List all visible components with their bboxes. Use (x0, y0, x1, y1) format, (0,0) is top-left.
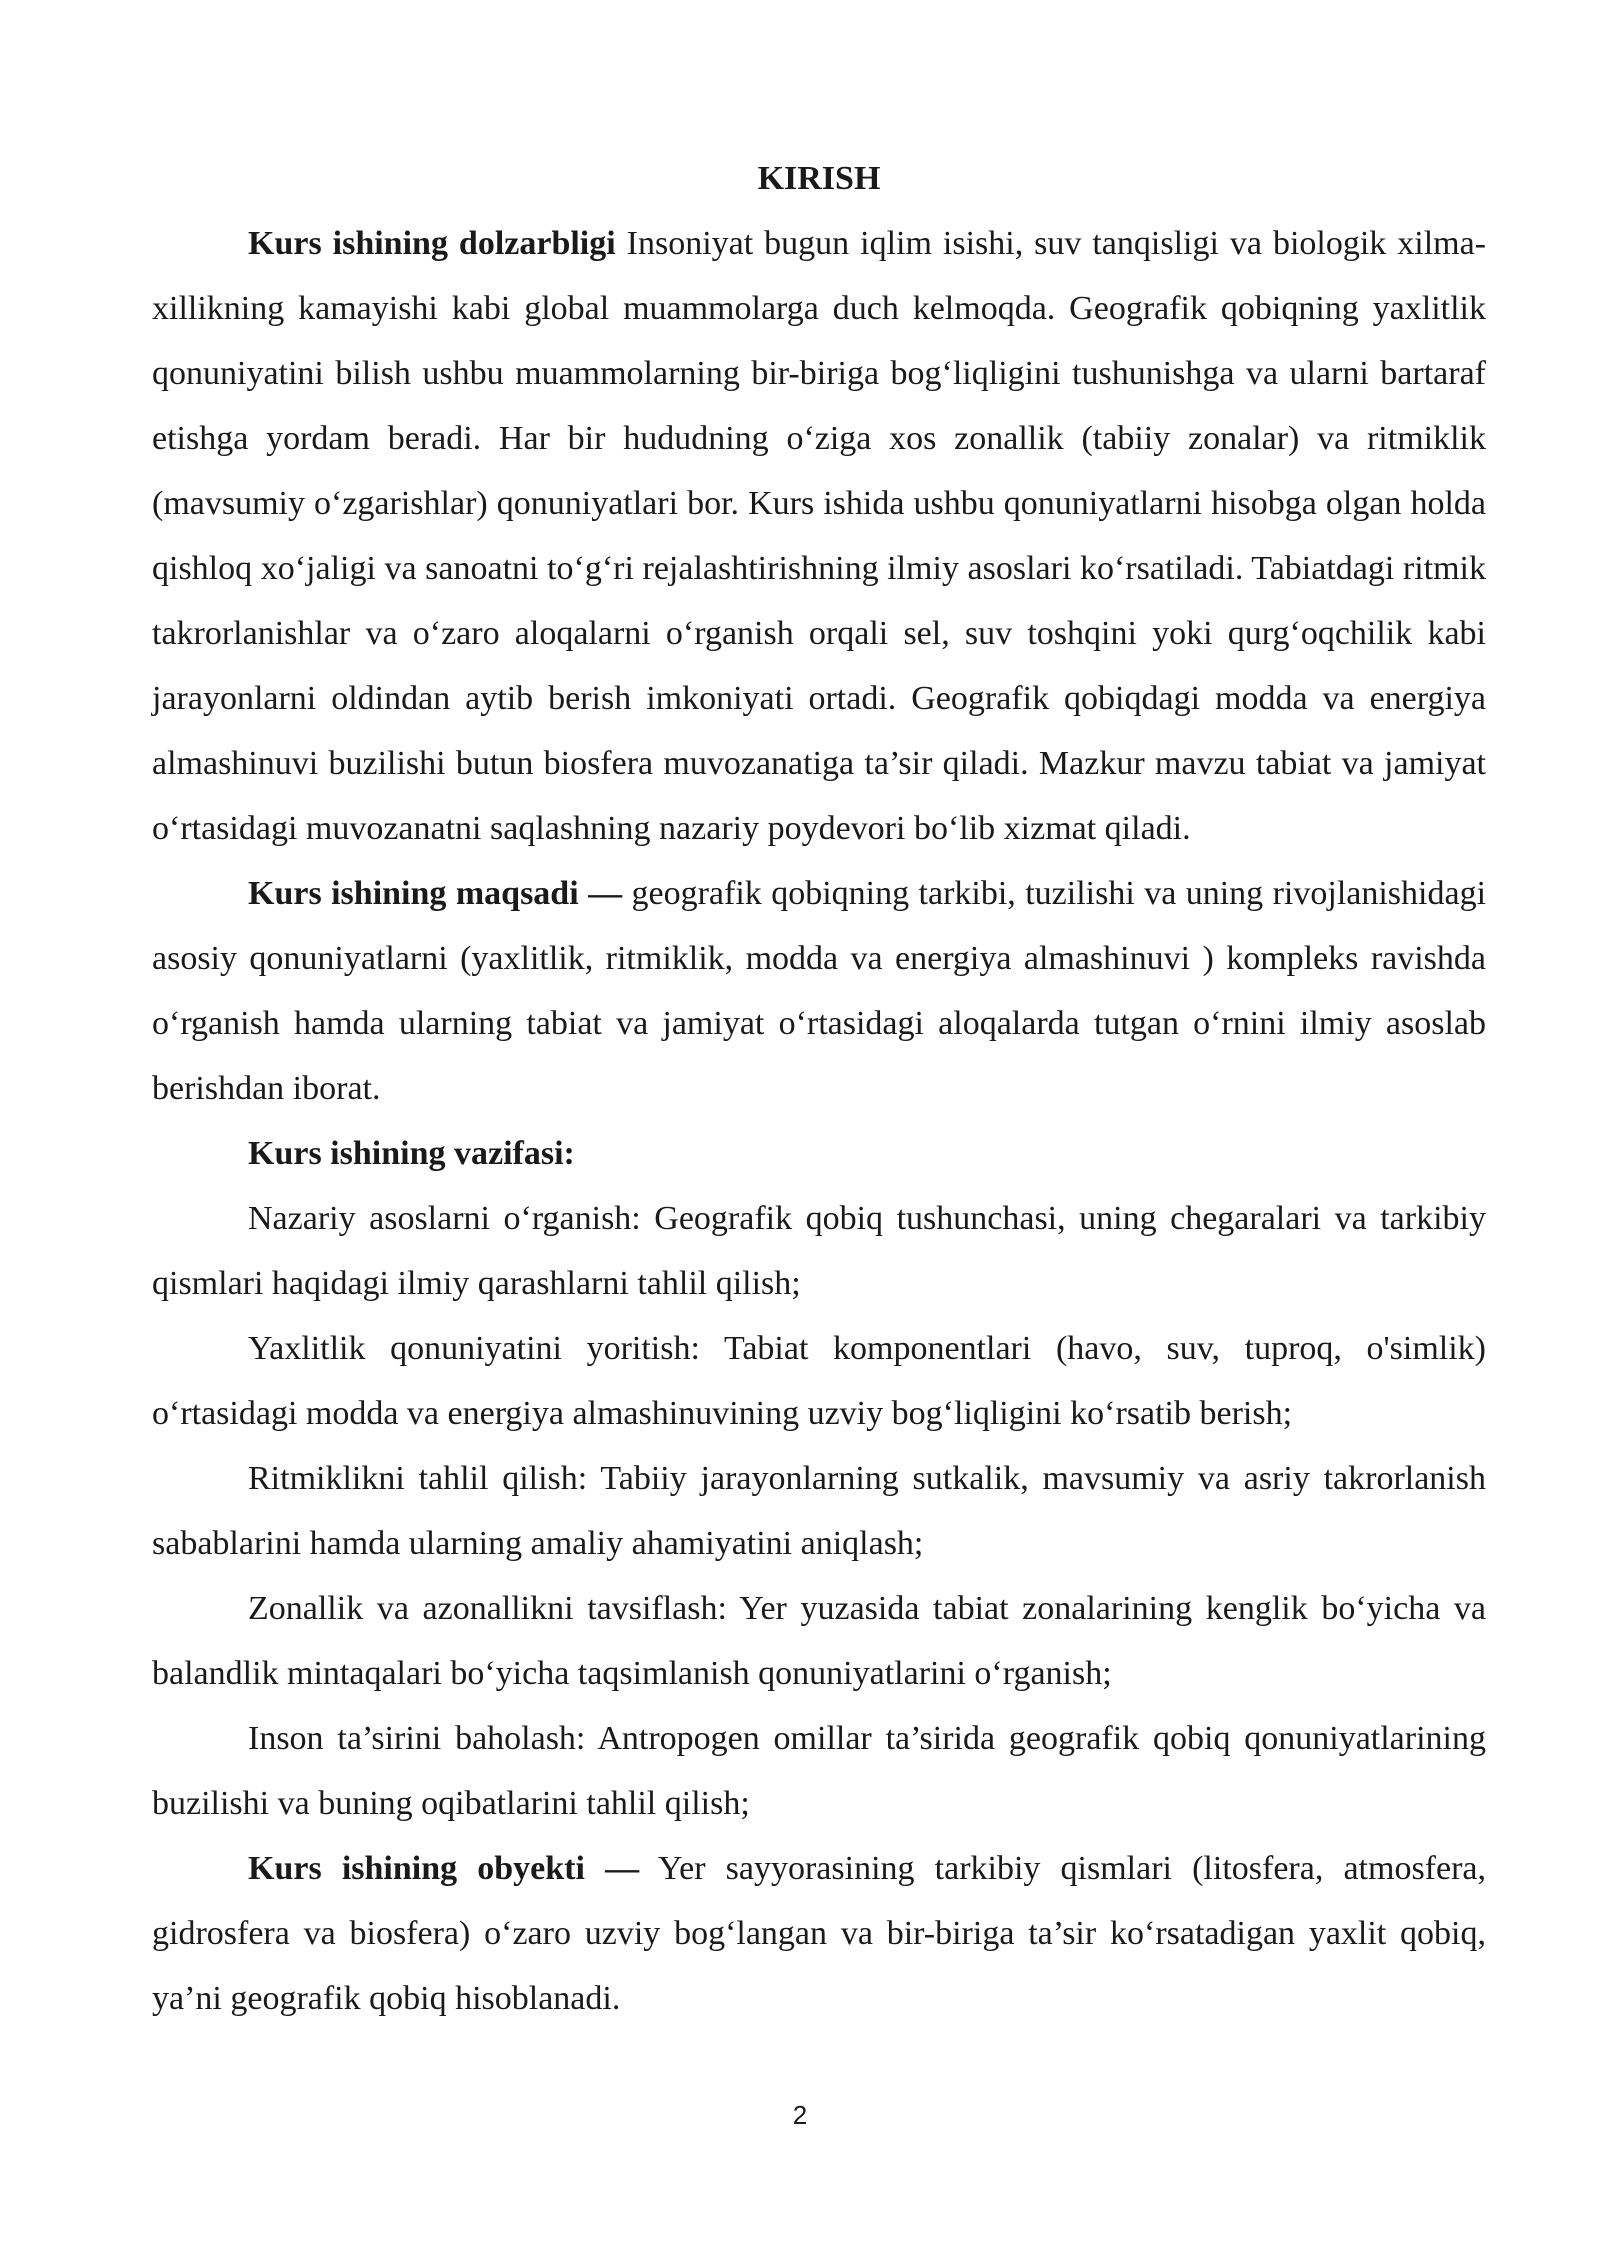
task-item: Ritmiklikni tahlil qilish: Tabiiy jarayonlarning sutkalik, mavsumiy va asriy takrorlanish sabablarini hamda ularning amaliy ahamiyatini aniqlash; (152, 1460, 1486, 1562)
tasks-heading: Kurs ishining vazifasi: (248, 1135, 575, 1172)
relevance-text: Insoniyat bugun iqlim isishi, suv tanqisligi va biologik xilma-xillikning kamayishi kabi global muammolarga duch kelmoqda. Geografik qobiqning yaxlitlik qonuniyatini bilish ushbu muammolarning bir-biriga bog‘liqligini tushunishga va ularni bartaraf etishga yordam beradi. Har bir hududning o‘ziga xos zonallik (tabiiy zonalar) va ritmiklik (mavsumiy o‘zgarishlar) qonuniyatlari bor. Kurs ishida ushbu qonuniyatlarni hisobga olgan holda qishloq xo‘jaligi va sanoatni to‘g‘ri rejalashtirishning ilmiy asoslari ko‘rsatiladi. Tabiatdagi ritmik takrorlanishlar va o‘zaro aloqalarni o‘rganish orqali sel, suv toshqini yoki qurg‘oqchilik kabi jarayonlarni oldindan aytib berish imkoniyati ortadi. Geografik qobiqdagi modda va energiya almashinuvi buzilishi butun biosfera muvozanatiga ta’sir qiladi. Mazkur mavzu tabiat va jamiyat o‘rtasidagi muvozanatni saqlashning nazariy poydevori bo‘lib xizmat qiladi. (152, 225, 1486, 847)
relevance-label: Kurs ishining dolzarbligi (248, 225, 616, 262)
tasks-heading-paragraph (152, 1121, 1486, 1186)
task-item: Nazariy asoslarni o‘rganish: Geografik qobiq tushunchasi, uning chegaralari va tarkibiy qismlari haqidagi ilmiy qarashlarni tahlil qilish; (152, 1200, 1486, 1302)
goal-paragraph (152, 861, 1486, 1121)
object-text: Yer sayyorasining tarkibiy qismlari (litosfera, atmosfera, gidrosfera va biosfera) o‘zaro uzviy bog‘langan va bir-biriga ta’sir ko‘rsatadigan yaxlit qobiq, ya’ni geografik qobiq hisoblanadi. (152, 1850, 1487, 2017)
goal-text: geografik qobiqning tarkibi, tuzilishi va uning rivojlanishidagi asosiy qonuniyatlarni (yaxlitlik, ritmiklik, modda va energiya almashinuvi ) kompleks ravishda o‘rganish hamda ularning tabiat va jamiyat o‘rtasidagi aloqalarda tutgan o‘rnini ilmiy asoslab berishdan iborat. (152, 875, 1487, 1107)
page-title: KIRISH (757, 160, 881, 197)
relevance-paragraph (152, 211, 1486, 861)
document-body (152, 146, 1486, 2031)
page-number: 2 (792, 2100, 808, 2130)
goal-label: Kurs ishining maqsadi — (248, 875, 623, 912)
object-label: Kurs ishining obyekti — (248, 1850, 640, 1887)
object-paragraph (152, 1836, 1486, 2031)
task-item: Yaxlitlik qonuniyatini yoritish: Tabiat komponentlari (havo, suv, tuproq, o'simlik) o‘rtasidagi modda va energiya almashinuvining uzviy bog‘liqligini ko‘rsatib berish; (152, 1330, 1486, 1432)
task-item: Zonallik va azonallikni tavsiflash: Yer yuzasida tabiat zonalarining kenglik bo‘yicha va balandlik mintaqalari bo‘yicha taqsimlanish qonuniyatlarini o‘rganish; (152, 1590, 1486, 1692)
task-item: Inson ta’sirini baholash: Antropogen omillar ta’sirida geografik qobiq qonuniyatlarining buzilishi va buning oqibatlarini tahlil qilish; (152, 1720, 1486, 1822)
